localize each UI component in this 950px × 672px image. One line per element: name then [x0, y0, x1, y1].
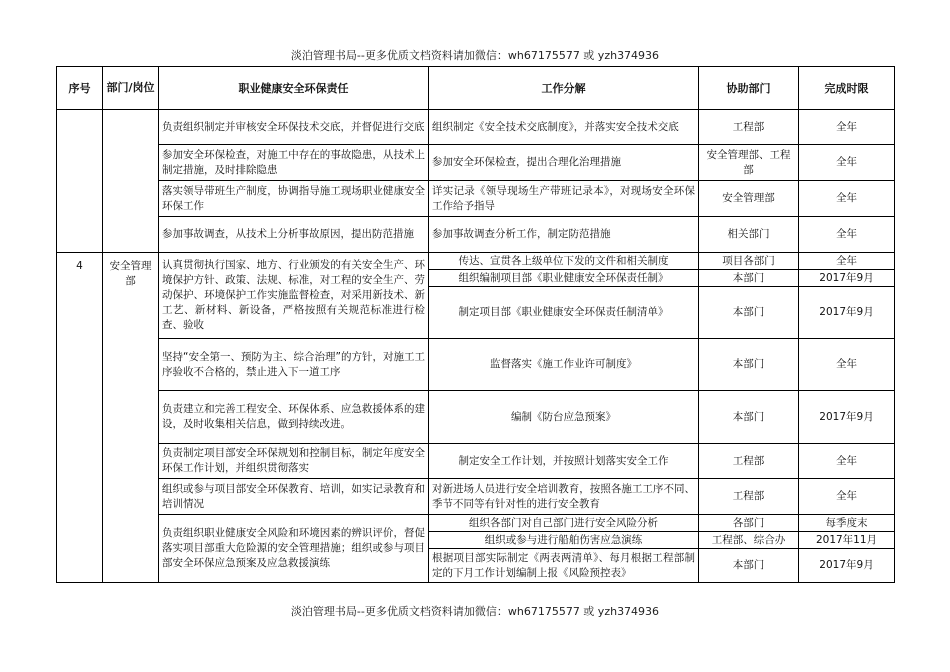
table-row	[57, 339, 895, 391]
dept-cell: 安全管理部	[103, 253, 159, 583]
deadline-cell: 2017年9月	[799, 391, 895, 444]
assist-cell: 本部门	[699, 339, 799, 391]
deadline-cell: 2017年9月	[799, 287, 895, 339]
table-row	[57, 391, 895, 444]
table-row	[57, 145, 895, 181]
duty-cell: 负责制定项目部安全环保规划和控制目标，制定年度安全环保工作计划，并组织贯彻落实	[159, 444, 429, 479]
duty-cell: 参加安全环保检查，对施工中存在的事故隐患，从技术上制定措施，及时排除隐患	[159, 145, 429, 181]
table-row	[57, 479, 895, 515]
seq-cell: 4	[57, 253, 103, 583]
task-cell: 制定项目部《职业健康安全环保责任制清单》	[429, 287, 699, 339]
task-cell: 参加安全环保检查，提出合理化治理措施	[429, 145, 699, 181]
col-header-dept: 部门/岗位	[103, 67, 159, 110]
task-cell: 编制《防台应急预案》	[429, 391, 699, 444]
assist-cell: 工程部	[699, 479, 799, 515]
col-header-seq: 序号	[57, 67, 103, 110]
duty-cell: 负责建立和完善工程安全、环保体系、应急救援体系的建设，及时收集相关信息，做到持续改进。	[159, 391, 429, 444]
assist-cell: 本部门	[699, 549, 799, 583]
assist-cell: 各部门	[699, 515, 799, 532]
deadline-cell: 全年	[799, 339, 895, 391]
table-row	[57, 253, 895, 270]
duty-cell: 坚持“安全第一、预防为主、综合治理”的方针，对施工工序验收不合格的，禁止进入下一道工序	[159, 339, 429, 391]
deadline-cell: 全年	[799, 479, 895, 515]
assist-cell: 本部门	[699, 287, 799, 339]
seq-cell	[57, 110, 103, 253]
assist-cell: 相关部门	[699, 217, 799, 253]
table-header-row	[57, 67, 895, 110]
task-cell: 详实记录《领导现场生产带班记录本》，对现场安全环保工作给予指导	[429, 181, 699, 217]
task-cell: 对新进场人员进行安全培训教育，按照各施工工序不同、季节不同等有针对性的进行安全教育	[429, 479, 699, 515]
col-header-task: 工作分解	[429, 67, 699, 110]
deadline-cell: 2017年11月	[799, 532, 895, 549]
dept-cell	[103, 110, 159, 253]
header-note: 淡泊管理书局--更多优质文档资料请加微信：wh67175577 或 yzh374936	[290, 49, 660, 62]
task-cell: 参加事故调查分析工作，制定防范措施	[429, 217, 699, 253]
assist-cell: 工程部	[699, 110, 799, 145]
table-row	[57, 181, 895, 217]
table-row	[57, 444, 895, 479]
duty-cell: 组织或参与项目部安全环保教育、培训，如实记录教育和培训情况	[159, 479, 429, 515]
deadline-cell: 每季度末	[799, 515, 895, 532]
task-cell: 制定安全工作计划，并按照计划落实安全工作	[429, 444, 699, 479]
duty-cell: 认真贯彻执行国家、地方、行业颁发的有关安全生产、环境保护方针、政策、法规、标准，对工程的安全生产、劳动保护、环境保护工作实施监督检查，对采用新技术、新工艺、新材料、新设备，严格按照有关规范标准进行检查、验收	[159, 253, 429, 339]
assist-cell: 工程部	[699, 444, 799, 479]
table-row	[57, 110, 895, 145]
deadline-cell: 2017年9月	[799, 549, 895, 583]
deadline-cell: 2017年9月	[799, 270, 895, 287]
task-cell: 传达、宣贯各上级单位下发的文件和相关制度	[429, 253, 699, 270]
assist-cell: 安全管理部	[699, 181, 799, 217]
task-cell: 根据项目部实际制定《两表两清单》、每月根据工程部制定的下月工作计划编制上报《风险预控表》	[429, 549, 699, 583]
assist-cell: 项目各部门	[699, 253, 799, 270]
deadline-cell: 全年	[799, 444, 895, 479]
task-cell: 组织各部门对自己部门进行安全风险分析	[429, 515, 699, 532]
deadline-cell: 全年	[799, 253, 895, 270]
deadline-cell: 全年	[799, 145, 895, 181]
assist-cell: 工程部、综合办	[699, 532, 799, 549]
task-cell: 监督落实《施工作业许可制度》	[429, 339, 699, 391]
col-header-duty: 职业健康安全环保责任	[159, 67, 429, 110]
task-cell: 组织制定《安全技术交底制度》，并落实安全技术交底	[429, 110, 699, 145]
deadline-cell: 全年	[799, 110, 895, 145]
assist-cell: 本部门	[699, 391, 799, 444]
duty-cell: 落实领导带班生产制度，协调指导施工现场职业健康安全环保工作	[159, 181, 429, 217]
table-row	[57, 515, 895, 532]
duty-cell: 负责组织制定并审核安全环保技术交底，并督促进行交底	[159, 110, 429, 145]
responsibility-table	[56, 66, 895, 583]
deadline-cell: 全年	[799, 217, 895, 253]
duty-cell: 负责组织职业健康安全风险和环境因素的辨识评价，督促落实项目部重大危险源的安全管理措施；组织或参与项目部安全环保应急预案及应急救援演练	[159, 515, 429, 583]
duty-cell: 参加事故调查，从技术上分析事故原因，提出防范措施	[159, 217, 429, 253]
task-cell: 组织或参与进行船舶伤害应急演练	[429, 532, 699, 549]
assist-cell: 本部门	[699, 270, 799, 287]
col-header-deadline: 完成时限	[799, 67, 895, 110]
assist-cell: 安全管理部、工程部	[699, 145, 799, 181]
table-row	[57, 217, 895, 253]
deadline-cell: 全年	[799, 181, 895, 217]
task-cell: 组织编制项目部《职业健康安全环保责任制》	[429, 270, 699, 287]
col-header-assist: 协助部门	[699, 67, 799, 110]
footer-note: 淡泊管理书局--更多优质文档资料请加微信：wh67175577 或 yzh374936	[290, 605, 660, 618]
